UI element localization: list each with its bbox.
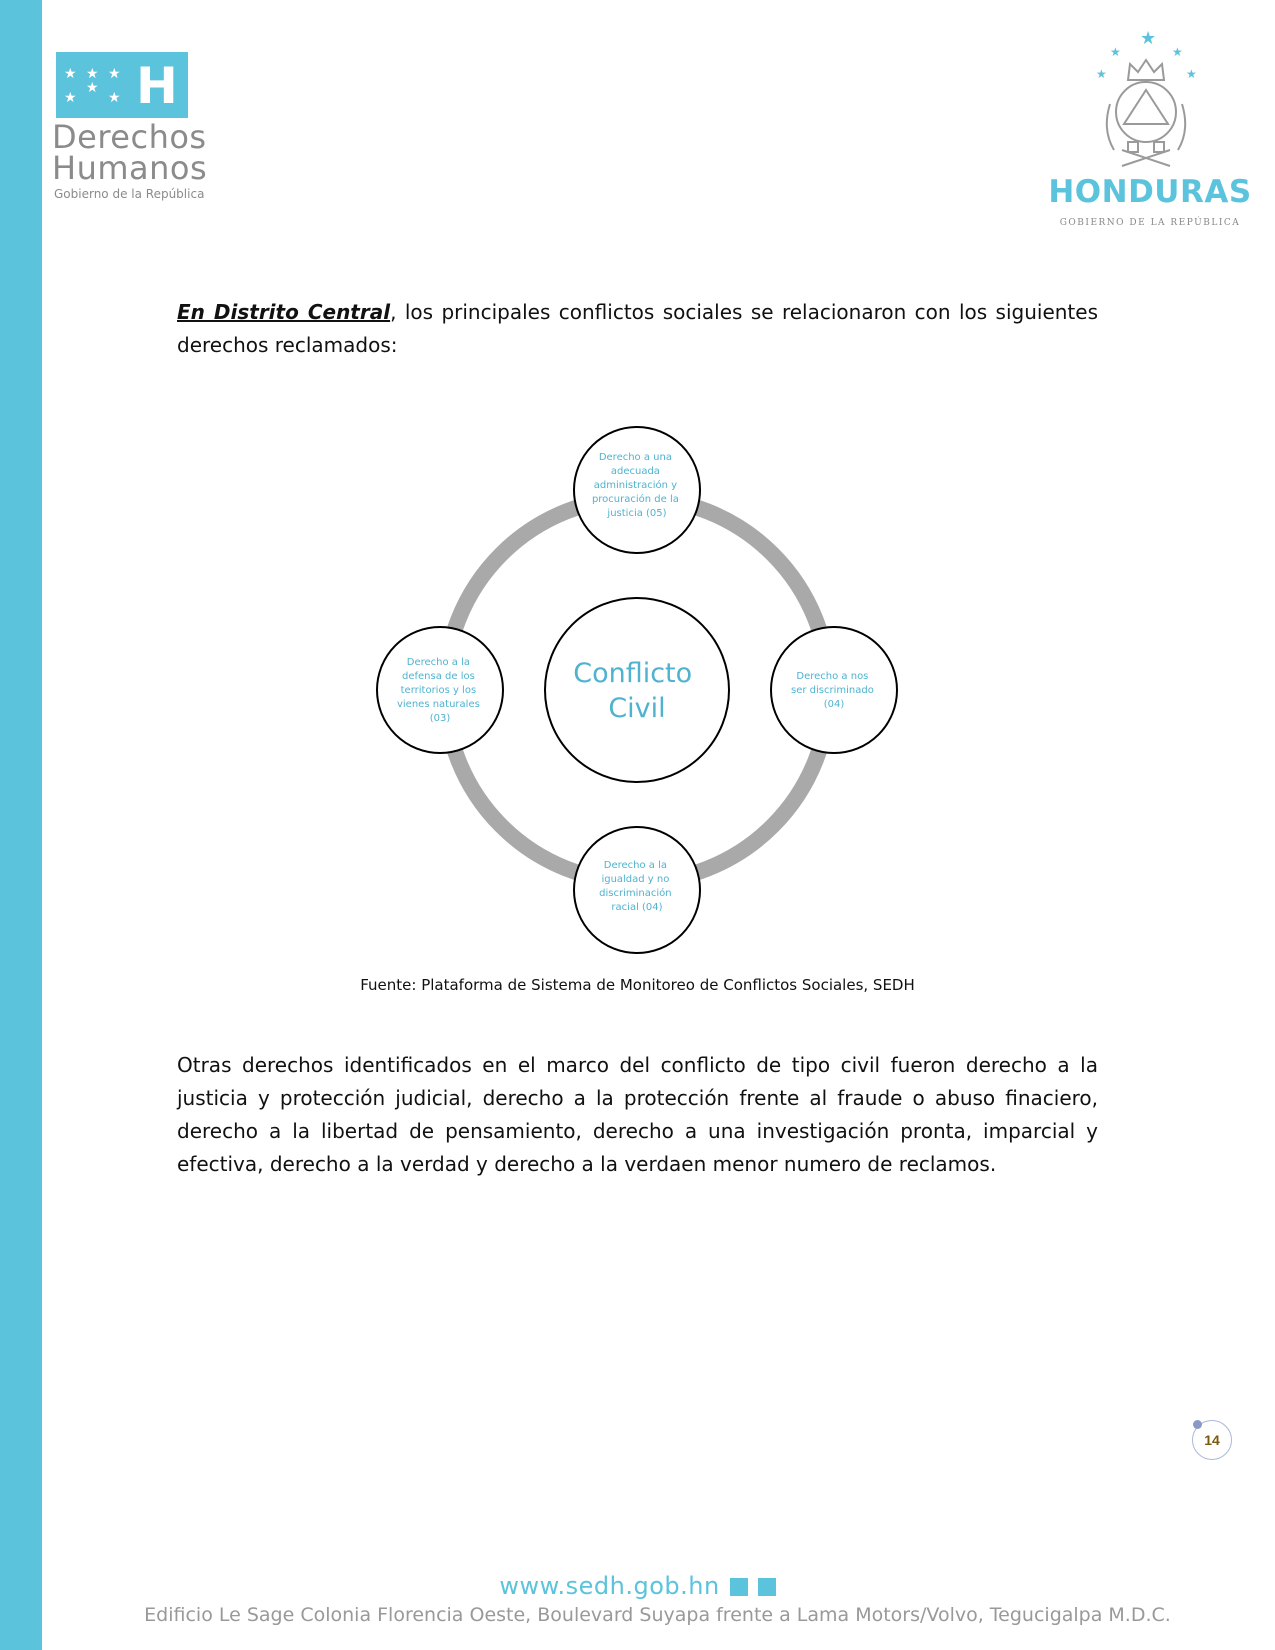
svg-text:★: ★ — [1096, 67, 1107, 81]
star-icon: ★ — [108, 65, 121, 81]
h-letter-icon: H — [136, 57, 178, 115]
node-right-line: Derecho a nos — [796, 671, 869, 682]
svg-text:★: ★ — [1140, 28, 1157, 49]
node-top-line: Derecho a una — [598, 452, 672, 463]
footer-address: Edificio Le Sage Colonia Florencia Oeste, Boulevard Suyapa frente a Lama Motors/Volvo, Tegucigalpa M.D.C. — [144, 1604, 1171, 1626]
star-icon: ★ — [86, 79, 99, 95]
center-label-line: Conflicto — [573, 658, 693, 689]
page-number: 14 — [1192, 1420, 1232, 1460]
footer-url[interactable] — [0, 1572, 1275, 1600]
intro-text: , los principales conflictos sociales se relacionaron con los siguientes derechos reclamados: — [177, 300, 1099, 357]
honduras-subtitle: GOBIERNO DE LA REPÚBLICA — [1059, 218, 1241, 228]
intro-paragraph — [177, 296, 1098, 362]
logo-line2: Humanos — [52, 149, 208, 187]
logo-subtitle: Gobierno de la República — [54, 187, 205, 201]
node-left-line: territorios y los — [400, 685, 477, 696]
honduras-logo — [1030, 20, 1270, 230]
flag-icon — [56, 52, 188, 118]
figure-caption: Fuente: Plataforma de Sistema de Monitoreo de Conflictos Sociales, SEDH — [360, 976, 915, 994]
svg-text:★: ★ — [1186, 67, 1197, 81]
node-left-line: Derecho a la — [406, 657, 471, 668]
node-bottom-line: Derecho a la — [603, 860, 668, 871]
node-right-line: (04) — [823, 699, 845, 710]
node-top-line: adecuada — [610, 466, 660, 477]
intro-lead: En Distrito Central — [177, 300, 391, 324]
node-left-line: vienes naturales — [396, 699, 480, 710]
cycle-diagram — [360, 420, 920, 965]
coat-of-arms-icon — [1030, 20, 1270, 170]
node-left-line: (03) — [429, 713, 451, 724]
node-top-line: administración y — [593, 480, 678, 491]
node-bottom-line: discriminación — [599, 888, 672, 899]
footer-url-text[interactable]: www.sedh.gob.hn — [499, 1572, 720, 1600]
square-icon — [758, 1578, 776, 1596]
derechos-humanos-logo — [52, 50, 252, 210]
node-right-line: ser discriminado — [790, 685, 874, 696]
svg-text:★: ★ — [1110, 45, 1121, 59]
node-top-line: justicia (05) — [607, 508, 667, 519]
square-icon — [730, 1578, 748, 1596]
node-left — [377, 627, 503, 753]
logo-line1: Derechos — [52, 118, 207, 156]
center-label-line: Civil — [608, 693, 666, 724]
node-bottom-line: igualdad y no — [601, 874, 670, 885]
node-bottom — [574, 827, 700, 953]
node-right — [771, 627, 897, 753]
page-dot-icon — [1193, 1420, 1202, 1429]
star-icon: ★ — [64, 89, 77, 105]
honduras-title: HONDURAS — [1048, 174, 1252, 210]
star-icon: ★ — [86, 65, 99, 81]
node-top — [574, 427, 700, 553]
star-icon: ★ — [108, 89, 121, 105]
node-bottom-line: racial (04) — [611, 902, 663, 913]
center-node — [545, 598, 729, 782]
star-icon: ★ — [64, 65, 77, 81]
node-left-line: defensa de los — [402, 671, 475, 682]
left-accent-bar — [0, 0, 42, 1650]
node-top-line: procuración de la — [591, 494, 679, 505]
body-paragraph: Otras derechos identificados en el marco del conflicto de tipo civil fueron derecho a la justicia y protección judicial, derecho a la protección frente al fraude o abuso finaciero, derecho a la libertad de pensamiento, derecho a una investigación pronta, imparcial y efectiva, derecho a la verdad y derecho a la verdaen menor numero de reclamos. — [177, 1053, 1098, 1176]
svg-text:★: ★ — [1172, 45, 1183, 59]
